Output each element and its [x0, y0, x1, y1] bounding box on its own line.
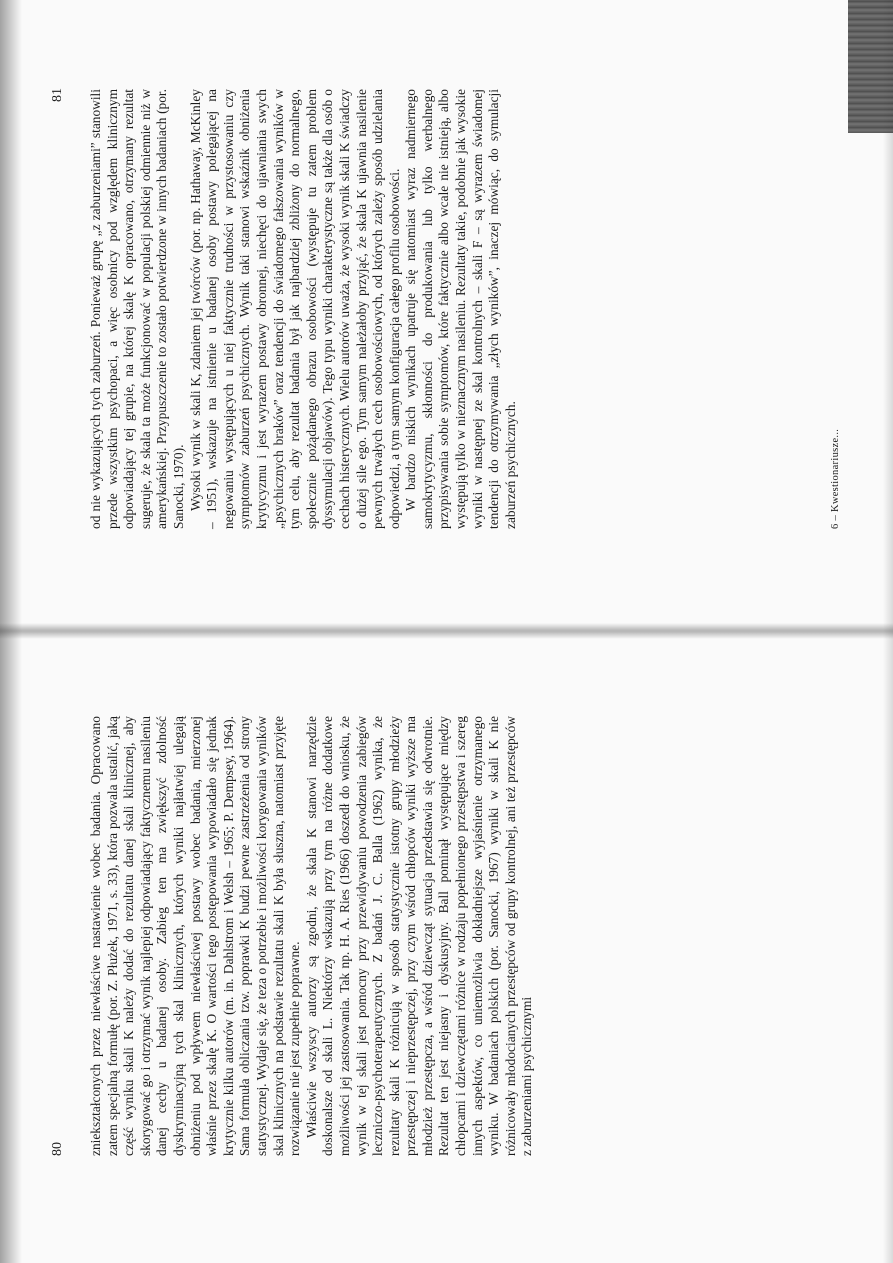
right-page [0, 1, 893, 632]
paragraph: od nie wykazujących tych zaburzeń. Ponieważ grupę „z zaburzeniami” stanowili przede wszystkim psychopaci, a więc osobnicy pod względem klinicznym odpowiadający tej grupie, na której skalę K opracowano, otrzymany rezultat sugeruje, że skala ta może funkcjonować w populacji polskiej odmiennie niż w amerykańskiej. Przypuszczenie to zostało potwierdzone w innych badaniach (por. Sanocki, 1970). [88, 89, 186, 529]
page-number-left: 80 [50, 1142, 65, 1156]
paragraph: Właściwie wszyscy autorzy są zgodni, że skala K stanowi narzędzie doskonalsze od skali L. Niektórzy wskazują przy tym na różne dodatkowe możliwości jej zastosowania. Tak np. H. A. Ries (1966) doszedł do wniosku, że wynik w tej skali jest pomocny przy przewidywaniu powodzenia zabiegów leczniczo-psychoterapeutycznych. Z badań J. C. Balla (1962) wynika, że rezultaty skali K różnicują w sposób statystycznie istotny grupy młodzieży przestępczej i nieprzestępczej, przy czym wśród chłopców wyniki wyższe ma młodzież przestępcza, a wśród dziewcząt sytuacja przedstawia się odwrotnie. Rezultat ten jest niejasny i dyskusyjny. Ball pominął występujące między chłopcami i dziewczętami różnice w rodzaju popełnionego przestępstwa i szereg innych aspektów, co uniemożliwia dokładniejsze wyjaśnienie otrzymanego wyniku. W badaniach polskich (por. Sanocki, 1967) wyniki w skali K nie różnicowały młodocianych przestępców od grupy kontrolnej, ani też przestępców z zaburzeniami psychicznymi [303, 716, 535, 1156]
left-page-text [88, 716, 536, 1156]
paragraph: Wysoki wynik w skali K, zdaniem jej twórców (por. np. Hathaway, McKinley – 1951), wskazuje na istnienie u badanej osoby postawy polegającej na negowaniu występujących u niej faktycznie trudności w przystosowaniu czy symptomów zaburzeń psychicznych. Wynik taki stanowi wskaźnik obniżenia krytycyzmu i jest wyrazem postawy obronnej, niechęci do ujawniania swych „psychicznych braków” oraz tendencji do świadomego fałszowania wyników w tym celu, aby rezultat badania był jak najbardziej zbliżony do normalnego, społecznie pożądanego obrazu osobowości (występuje tu zatem problem dyssymulacji objawów). Tego typu wyniki charakterystyczne są także dla osób o cechach histerycznych. Wielu autorów uważa, że wysoki wynik skali K świadczy o dużej sile ego. Tym samym należałoby przyjąć, że skala K ujawnia nasilenie pewnych trwałych cech osobowościowych, od których zależy sposób udzielania odpowiedzi, a tym samym konfiguracja całego profilu osobowości. [187, 89, 402, 529]
left-page [0, 632, 893, 1263]
page-number-right: 81 [50, 88, 65, 102]
printer-signature: 6 – Kwestionariusze... [830, 428, 841, 529]
paragraph: zniekształconych przez niewłaściwe nastawienie wobec badania. Opracowano zatem specjalną formułę (por. Z. Płużek, 1971, s. 33), która pozwala ustalić, jaką część wyniku skali K należy dodać do rezultatu danej skali klinicznej, aby skorygować go i otrzymać wynik najlepiej odpowiadający faktycznemu nasileniu danej cechy u badanej osoby. Zabieg ten ma zwiększyć zdolność dyskryminacyjną tych skal klinicznych, których wyniki najłatwiej ulegają obniżeniu pod wpływem niewłaściwej postawy wobec badania, mierzonej właśnie przez skalę K. O wartości tego postępowania wypowiadało się jednak krytycznie kilku autorów (m. in. Dahlstrom i Welsh – 1965; P. Dempsey, 1964). Sama formuła obliczania tzw. poprawki K budzi pewne zastrzeżenia od strony statystycznej. Wydaje się, że teza o potrzebie i możliwości korygowania wyników skal klinicznych na podstawie rezultatu skali K była słuszna, natomiast przyjęte rozwiązanie nie jest zupełnie poprawne. [88, 716, 303, 1156]
paragraph: W bardzo niskich wynikach upatruje się natomiast wyraz nadmiernego samokrytycyzmu, skłonności do produkowania lub tylko werbalnego przypisywania sobie symptomów, które faktycznie albo wcale nie istnieją, albo występują tylko w nieznacznym nasileniu. Rezultaty takie, podobnie jak wysokie wyniki w następnej ze skal kontrolnych – skali F – są wyrazem świadomej tendencji do otrzymywania „złych wyników”, inaczej mówiąc, do symulacji zaburzeń psychicznych. [403, 89, 518, 529]
right-page-text [88, 89, 519, 529]
scanner-edge-artifact [848, 0, 893, 133]
